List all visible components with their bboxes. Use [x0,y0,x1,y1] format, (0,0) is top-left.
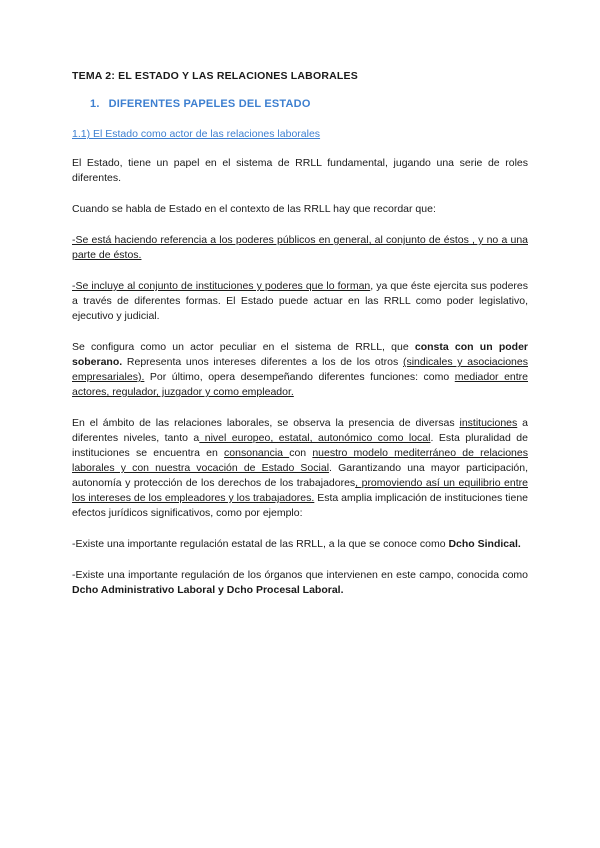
underlined-text: consonancia [224,447,290,459]
paragraph-text: con [289,447,313,459]
paragraph-text: En el ámbito de las relaciones laborales, se observa la presencia de diversas [72,417,460,429]
paragraph-text: . Garantizando una mayor participación, autonomía y protección de los derechos de los trabajadores [72,462,529,489]
underlined-text: -Se está haciendo referencia a los poderes públicos en general, al conjunto de éstos , y no a una parte de éstos. [72,234,528,261]
paragraph-text: , ya que éste ejercita sus poderes a través de diferentes formas. El Estado puede actuar en las RRLL como poder legislativo, ejecutivo y judicial. [72,280,528,322]
paragraph-6 [72,416,528,521]
underlined-text: instituciones [459,417,518,429]
underlined-text: nuestro modelo mediterráneo de relaciones laborales y con nuestra vocación de Estado Social [72,447,528,474]
paragraph-1: El Estado, tiene un papel en el sistema de RRLL fundamental, jugando una serie de roles diferentes. [72,157,528,184]
underlined-text: (sindicales y asociaciones empresariales). [72,356,528,383]
bold-text: Dcho Administrativo Laboral y Dcho Procesal Laboral. [72,584,344,596]
paragraph-text: Se configura como un actor peculiar en el sistema de RRLL, que [72,341,415,353]
paragraph-text: -Existe una importante regulación de los órganos que intervienen en este campo, conocida como [72,569,528,581]
subsection-link[interactable]: 1.1) El Estado como actor de las relaciones laborales [72,128,321,140]
paragraph-text: Representa unos intereses diferentes a los de los otros [122,356,403,368]
paragraph-text: Esta amplia implicación de instituciones tiene efectos jurídicos significativos, como por ejemplo: [72,492,529,519]
paragraph-text: a diferentes niveles, tanto a [72,417,528,444]
paragraph-text: -Existe una importante regulación estatal de las RRLL, a la que se conoce como [72,538,449,550]
paragraph-8 [72,568,528,598]
section-label: DIFERENTES PAPELES DEL ESTADO [108,98,311,110]
underlined-text: mediador entre actores, regulador, juzgador y como empleador. [72,371,529,398]
paragraph-3 [72,233,528,263]
section-heading [90,98,528,110]
underlined-text: , promoviendo así un equilibrio entre los intereses de los empleadores y los trabajadores. [72,477,528,504]
paragraph-text: . Esta pluralidad de instituciones se encuentra en [72,432,528,459]
underlined-text: -Se incluye al conjunto de instituciones y poderes que lo forman [72,280,371,292]
paragraph-2: Cuando se habla de Estado en el contexto de las RRLL hay que recordar que: [72,203,436,215]
section-number: 1. [90,98,100,110]
paragraph-text: Por último, opera desempeñando diferentes funciones: como [144,371,455,383]
paragraph-5 [72,340,528,400]
bold-text: Dcho Sindical. [448,538,521,550]
document-title: TEMA 2: EL ESTADO Y LAS RELACIONES LABORALES [72,70,358,82]
underlined-text: nivel europeo, estatal, autonómico como local [199,432,431,444]
bold-text: consta con un poder soberano. [72,341,528,368]
paragraph-4 [72,279,528,324]
paragraph-7 [72,537,528,552]
